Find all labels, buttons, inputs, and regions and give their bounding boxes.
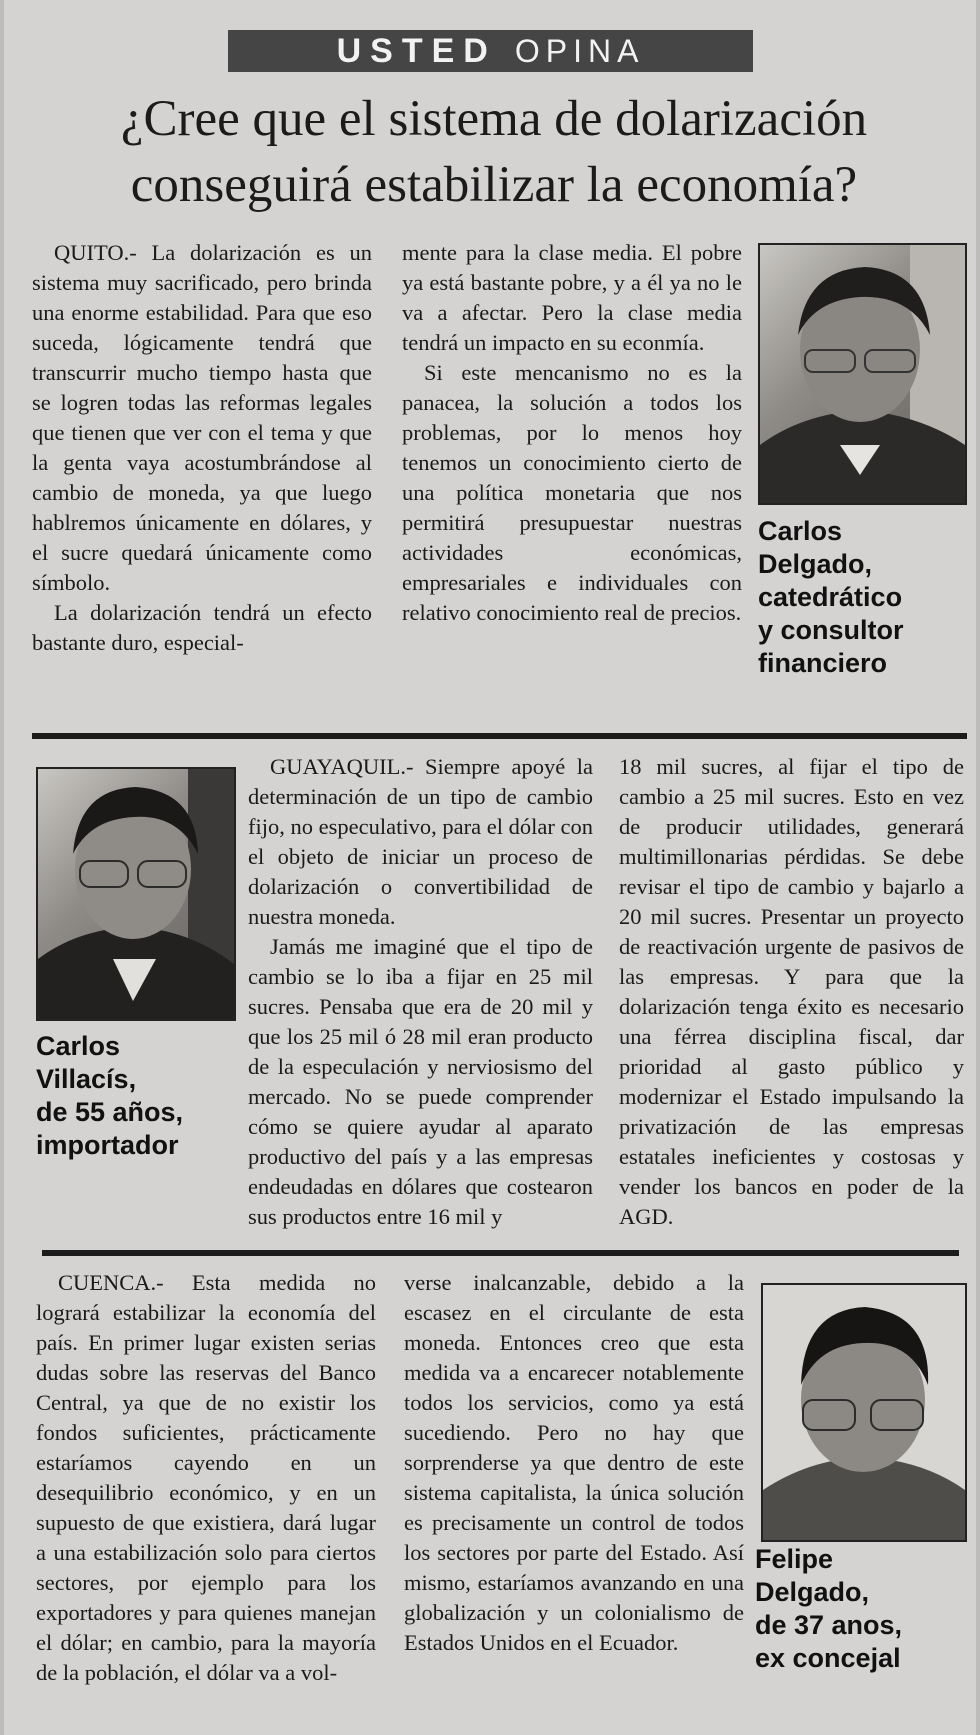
article-cuenca-column-2 xyxy=(404,1268,744,1658)
caption-felipe-delgado xyxy=(755,1543,970,1675)
caption-line: Carlos xyxy=(36,1031,121,1061)
article-quito-column-2 xyxy=(402,238,742,628)
section-header xyxy=(228,30,753,72)
article-guayaquil-column-1 xyxy=(248,752,593,1232)
caption-carlos-villacis xyxy=(36,1030,246,1162)
portrait-photo-carlos-villacis xyxy=(36,767,236,1021)
article-quito-paragraph: Si este mencanismo no es la panacea, la solución a todos los problemas, por lo menos hoy tenemos un conocimiento cierto de una política monetaria que nos permitirá presupuestar nuestras actividades económicas, empresariales e individuales con relativo conocimiento real de precios. xyxy=(402,360,742,625)
article-guayaquil-paragraph: GUAYAQUIL.- Siempre apoyé la determinación de un tipo de cambio fijo, no especulativo, para el dólar con el objeto de iniciar un proceso de dolarización o convertibilidad de nuestra moneda. xyxy=(248,754,593,929)
caption-line: y consultor xyxy=(758,615,904,645)
article-cuenca-column-1 xyxy=(36,1268,376,1688)
portrait-silhouette-icon xyxy=(760,245,965,503)
portrait-photo-carlos-delgado xyxy=(758,243,967,505)
caption-carlos-delgado xyxy=(758,515,968,680)
portrait-photo-felipe-delgado xyxy=(761,1283,967,1542)
section-divider xyxy=(32,733,967,739)
caption-line: financiero xyxy=(758,648,888,678)
article-cuenca-paragraph: CUENCA.- Esta medida no logrará estabilizar la economía del país. En primer lugar existen serias dudas sobre las reservas del Banco Central, ya que de no existir los fondos suficientes, prácticamente estaríamos cayendo en un desequilibrio económico, y en un supuesto de que existiera, dará lugar a una estabilización solo para ciertos sectores, por ejemplo para los exportadores y para quienes manejan el dólar; en cambio, para la mayoría de la población, el dólar va a vol- xyxy=(36,1270,376,1685)
headline-line-1: ¿Cree que el sistema de dolarización xyxy=(120,91,868,147)
article-quito-column-1 xyxy=(32,238,372,658)
article-quito-paragraph: mente para la clase media. El pobre ya está bastante pobre, y a él ya no le va a afectar. Pero la clase media tendrá un impacto en su econmía. xyxy=(402,240,742,355)
article-quito-paragraph: La dolarización tendrá un efecto bastante duro, especial- xyxy=(32,600,372,655)
portrait-silhouette-icon xyxy=(38,769,234,1019)
caption-line: Carlos xyxy=(758,516,843,546)
portrait-silhouette-icon xyxy=(763,1285,965,1540)
caption-line: de 55 años, xyxy=(36,1097,184,1127)
article-guayaquil-paragraph: 18 mil sucres, al fijar el tipo de cambio a 25 mil sucres. Esto en vez de producir utilidades, generará multimillonarias pérdidas. Se debe revisar el tipo de cambio y bajarlo a 20 mil sucres. Presentar un proyecto de reactivación urgente de pasivos de las empresas. Y para que la dolarización tenga éxito es necesario una férrea disciplina fiscal, dar prioridad al gasto público y modernizar el Estado impulsando la privatización de las empresas estatales ineficientes y costosas y vender los bancos en poder de la AGD. xyxy=(619,754,964,1229)
caption-line: Delgado, xyxy=(755,1577,870,1607)
caption-line: catedrático xyxy=(758,582,903,612)
article-quito-paragraph: QUITO.- La dolarización es un sistema muy sacrificado, pero brinda una enorme estabilidad. Para que eso suceda, lógicamente tendrá que transcurrir mucho tiempo hasta que se logren todas las reformas legales que tienen que ver con el tema y que la genta vaya acostumbrándose al cambio de moneda, ya que luego hablremos únicamente en dólares, y el sucre quedará únicamente como símbolo. xyxy=(32,240,372,595)
caption-line: ex concejal xyxy=(755,1643,901,1673)
caption-line: Delgado, xyxy=(758,549,873,579)
article-cuenca-paragraph: verse inalcanzable, debido a la escasez en el circulante de esta moneda. Entonces creo que esta medida va a encarecer notablemente todos los servicios, como ya está sucediendo. Pero no hay que sorprenderse ya que dentro de este sistema capitalista, la única solución es precisamente un control de todos los sectores por parte del Estado. Así mismo, estaríamos avanzando en una globalización y un colonialismo de Estados Unidos en el Ecuador. xyxy=(404,1270,744,1655)
section-header-light: OPINA xyxy=(514,32,645,69)
section-header-strong: USTED xyxy=(336,31,497,70)
headline xyxy=(34,86,954,218)
section-divider xyxy=(42,1250,959,1256)
caption-line: de 37 anos, xyxy=(755,1610,903,1640)
caption-line: Villacís, xyxy=(36,1064,137,1094)
caption-line: Felipe xyxy=(755,1544,834,1574)
caption-line: importador xyxy=(36,1130,179,1160)
article-guayaquil-paragraph: Jamás me imaginé que el tipo de cambio se lo iba a fijar en 25 mil sucres. Pensaba que era de 20 mil y que los 25 mil ó 28 mil eran producto de la especulación y nerviosismo del mercado. No se puede comprender cómo se quiere ayudar al aparato productivo del país y a las empresas endeudadas en dólares que costearon sus productos entre 16 mil y xyxy=(248,934,593,1229)
article-guayaquil-column-2 xyxy=(619,752,964,1232)
headline-line-2: conseguirá estabilizar la economía? xyxy=(130,157,858,213)
